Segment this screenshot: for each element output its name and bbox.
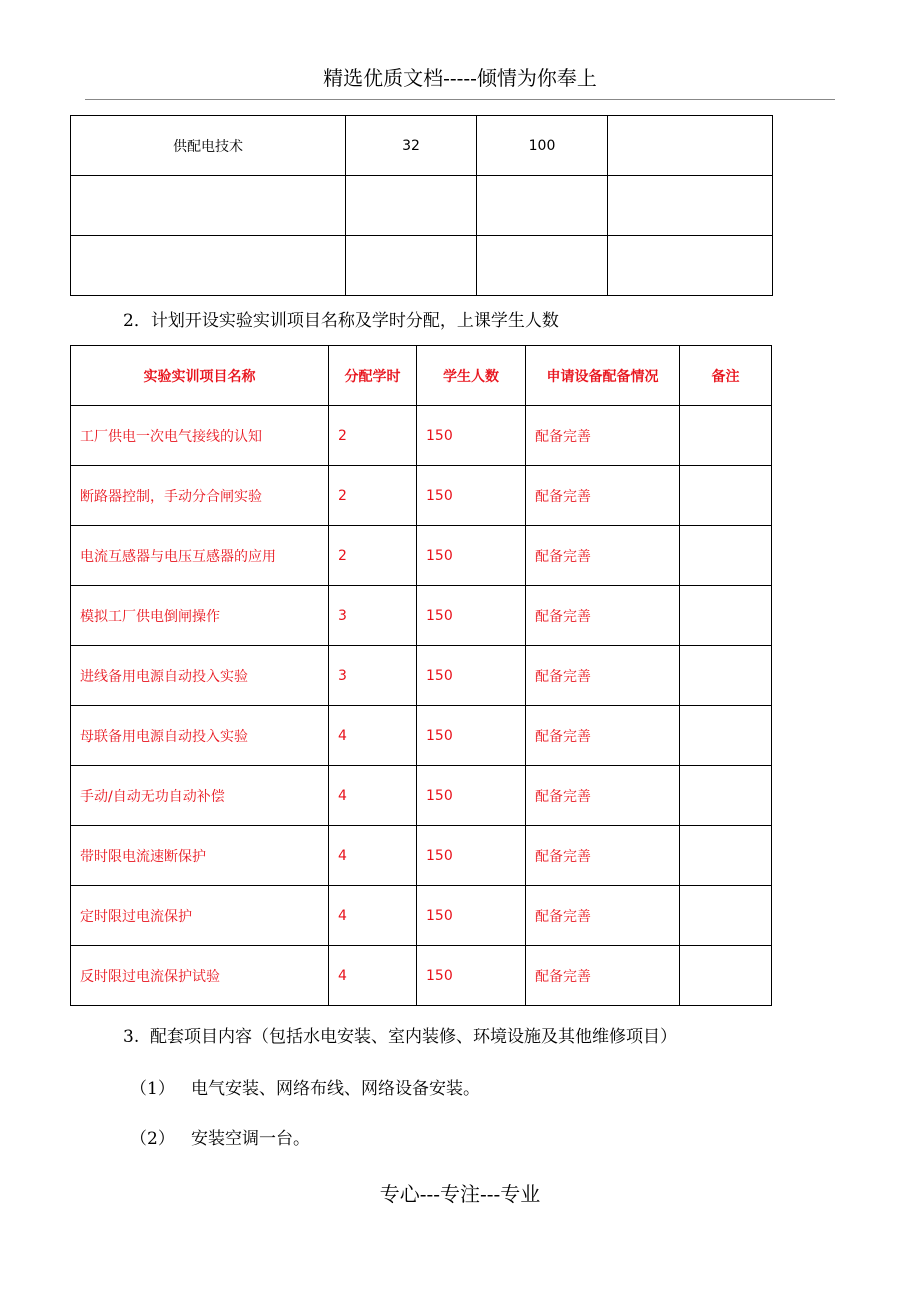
table-cell (71, 236, 346, 296)
table-row (71, 236, 773, 296)
students-cell: 150 (417, 406, 526, 466)
students-cell: 150 (417, 706, 526, 766)
section-2-heading: 2．计划开设实验实训项目名称及学时分配，上课学生人数 (123, 311, 559, 331)
section-3-item-1: （1） 电气安装、网络布线、网络设备安装。 (130, 1079, 481, 1099)
students-cell: 150 (417, 526, 526, 586)
students-cell: 150 (417, 826, 526, 886)
table-cell (477, 236, 608, 296)
table-row (71, 526, 772, 586)
hours-cell: 3 (329, 586, 417, 646)
project-name-cell: 反时限过电流保护试验 (71, 946, 329, 1006)
remarks-cell (680, 886, 772, 946)
hours-cell: 4 (329, 706, 417, 766)
remarks-cell (680, 466, 772, 526)
course-note-cell (608, 116, 773, 176)
equipment-cell: 配备完善 (526, 826, 680, 886)
header-hours: 分配学时 (329, 346, 417, 406)
table-cell (346, 176, 477, 236)
table-row (71, 176, 773, 236)
table-row (71, 766, 772, 826)
table-row (71, 116, 773, 176)
table-row (71, 646, 772, 706)
table-row (71, 586, 772, 646)
header-divider (85, 99, 835, 100)
lab-projects-table (70, 345, 772, 1006)
hours-cell: 2 (329, 526, 417, 586)
hours-cell: 4 (329, 826, 417, 886)
hours-cell: 4 (329, 766, 417, 826)
students-cell: 150 (417, 586, 526, 646)
remarks-cell (680, 406, 772, 466)
table-cell (346, 236, 477, 296)
project-name-cell: 定时限过电流保护 (71, 886, 329, 946)
section-3-heading: 3. 配套项目内容（包括水电安装、室内装修、环境设施及其他维修项目） (123, 1027, 678, 1047)
equipment-cell: 配备完善 (526, 766, 680, 826)
students-cell: 150 (417, 646, 526, 706)
hours-cell: 2 (329, 406, 417, 466)
table-cell (608, 236, 773, 296)
project-name-cell: 进线备用电源自动投入实验 (71, 646, 329, 706)
equipment-cell: 配备完善 (526, 586, 680, 646)
hours-cell: 3 (329, 646, 417, 706)
course-name-cell: 供配电技术 (71, 116, 346, 176)
table-row (71, 466, 772, 526)
course-students-cell: 100 (477, 116, 608, 176)
table-row (71, 886, 772, 946)
project-name-cell: 手动/自动无功自动补偿 (71, 766, 329, 826)
course-table (70, 115, 773, 296)
equipment-cell: 配备完善 (526, 886, 680, 946)
hours-cell: 4 (329, 946, 417, 1006)
students-cell: 150 (417, 766, 526, 826)
remarks-cell (680, 586, 772, 646)
students-cell: 150 (417, 946, 526, 1006)
remarks-cell (680, 646, 772, 706)
table-row (71, 706, 772, 766)
table-cell (608, 176, 773, 236)
project-name-cell: 模拟工厂供电倒闸操作 (71, 586, 329, 646)
header-students: 学生人数 (417, 346, 526, 406)
hours-cell: 2 (329, 466, 417, 526)
header-remarks: 备注 (680, 346, 772, 406)
equipment-cell: 配备完善 (526, 466, 680, 526)
project-name-cell: 断路器控制，手动分合闸实验 (71, 466, 329, 526)
section-3-item-2: （2） 安装空调一台。 (130, 1129, 311, 1149)
table-header-row (71, 346, 772, 406)
equipment-cell: 配备完善 (526, 526, 680, 586)
hours-cell: 4 (329, 886, 417, 946)
remarks-cell (680, 946, 772, 1006)
remarks-cell (680, 526, 772, 586)
project-name-cell: 母联备用电源自动投入实验 (71, 706, 329, 766)
header-equipment: 申请设备配备情况 (526, 346, 680, 406)
project-name-cell: 带时限电流速断保护 (71, 826, 329, 886)
equipment-cell: 配备完善 (526, 406, 680, 466)
table-row (71, 946, 772, 1006)
project-name-cell: 电流互感器与电压互感器的应用 (71, 526, 329, 586)
table-row (71, 826, 772, 886)
table-cell (71, 176, 346, 236)
project-name-cell: 工厂供电一次电气接线的认知 (71, 406, 329, 466)
equipment-cell: 配备完善 (526, 646, 680, 706)
header-project-name: 实验实训项目名称 (71, 346, 329, 406)
page-footer: 专心---专注---专业 (379, 1182, 541, 1206)
students-cell: 150 (417, 886, 526, 946)
equipment-cell: 配备完善 (526, 946, 680, 1006)
remarks-cell (680, 706, 772, 766)
equipment-cell: 配备完善 (526, 706, 680, 766)
students-cell: 150 (417, 466, 526, 526)
table-row (71, 406, 772, 466)
course-hours-cell: 32 (346, 116, 477, 176)
page-header: 精选优质文档-----倾情为你奉上 (323, 66, 597, 90)
table-cell (477, 176, 608, 236)
remarks-cell (680, 766, 772, 826)
remarks-cell (680, 826, 772, 886)
